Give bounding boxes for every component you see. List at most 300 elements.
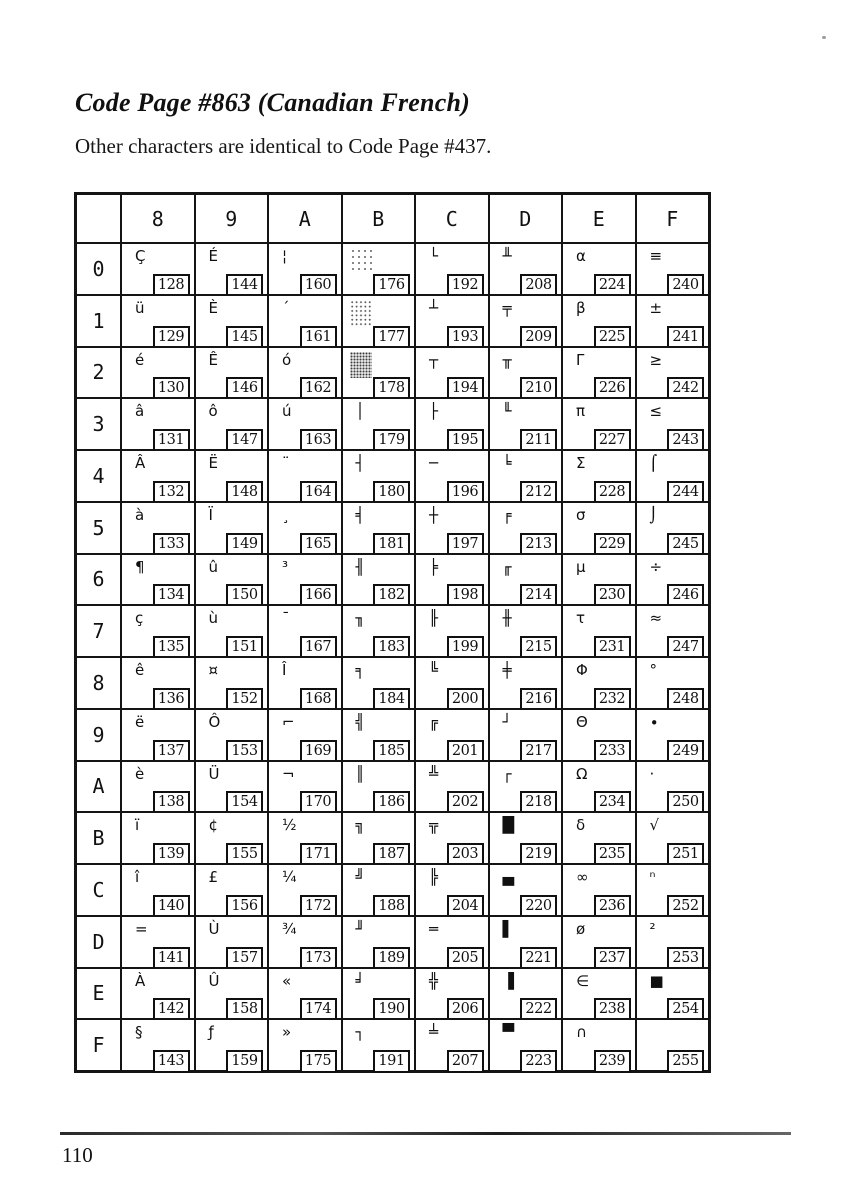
table-cell — [267, 294, 341, 346]
cell-glyph: ° — [649, 661, 657, 679]
cell-code: 188 — [373, 895, 410, 918]
table-cell — [488, 967, 562, 1019]
cell-code: 244 — [667, 481, 704, 504]
table-cell — [341, 708, 415, 760]
table-cell — [120, 1018, 194, 1070]
row-label: 0 — [77, 242, 120, 294]
cell-glyph: â — [135, 402, 145, 421]
cell-code: 156 — [226, 895, 263, 918]
row-label: 7 — [77, 604, 120, 656]
table-cell — [414, 967, 488, 1019]
table-cell — [267, 242, 341, 294]
cell-code: 171 — [300, 843, 337, 866]
cell-code: 168 — [300, 688, 337, 711]
cell-glyph: Ù — [208, 919, 220, 938]
cell-glyph: ¢ — [208, 816, 219, 835]
cell-code: 178 — [373, 377, 410, 400]
cell-glyph: ½ — [282, 816, 297, 835]
cell-code: 250 — [667, 791, 704, 814]
table-cell — [635, 811, 709, 863]
page-title: Code Page #863 (Canadian French) — [75, 88, 470, 117]
table-cell — [561, 863, 635, 915]
table-header-cell: C — [414, 195, 488, 242]
table-cell — [194, 760, 268, 812]
cell-glyph: « — [282, 971, 292, 990]
cell-code: 135 — [153, 636, 190, 659]
table-cell — [341, 346, 415, 398]
cell-code: 190 — [373, 998, 410, 1021]
cell-glyph: ê — [135, 661, 145, 679]
cell-code: 198 — [447, 584, 484, 607]
cell-glyph: ⌠ — [649, 454, 658, 472]
cell-code: 147 — [226, 429, 263, 452]
cell-code: 149 — [226, 533, 263, 556]
cell-glyph: à — [135, 505, 145, 524]
table-cell — [635, 708, 709, 760]
table-cell — [635, 915, 709, 967]
cell-glyph: ╜ — [355, 919, 365, 938]
table-cell — [194, 553, 268, 605]
table-cell — [635, 501, 709, 553]
cell-glyph: ╧ — [429, 1023, 439, 1042]
row-label: 5 — [77, 501, 120, 553]
table-cell — [488, 449, 562, 501]
cell-glyph: ╦ — [429, 816, 439, 835]
cell-code: 236 — [594, 895, 631, 918]
table-cell — [341, 449, 415, 501]
table-cell — [341, 1018, 415, 1070]
table-cell — [635, 967, 709, 1019]
cell-glyph: § — [135, 1023, 143, 1042]
cell-code: 220 — [520, 895, 557, 918]
row-label: E — [77, 967, 120, 1019]
cell-code: 151 — [226, 636, 263, 659]
row-label: 4 — [77, 449, 120, 501]
cell-glyph: δ — [576, 816, 586, 835]
cell-glyph: È — [208, 298, 218, 317]
cell-code: 207 — [447, 1050, 484, 1073]
table-cell — [635, 760, 709, 812]
cell-glyph: π — [576, 402, 586, 421]
cell-code: 183 — [373, 636, 410, 659]
table-cell — [194, 915, 268, 967]
table-cell — [267, 708, 341, 760]
shade-pattern-light — [350, 248, 372, 274]
table-cell — [341, 242, 415, 294]
row-label: 6 — [77, 553, 120, 605]
table-cell — [561, 449, 635, 501]
table-cell — [561, 708, 635, 760]
table-cell — [561, 294, 635, 346]
cell-glyph: Σ — [576, 454, 586, 472]
table-cell — [120, 915, 194, 967]
cell-glyph: ⌐ — [282, 712, 295, 731]
table-cell — [414, 294, 488, 346]
table-cell — [635, 242, 709, 294]
cell-code: 160 — [300, 274, 337, 297]
table-cell — [194, 604, 268, 656]
cell-glyph: ø — [576, 919, 586, 938]
table-cell — [194, 346, 268, 398]
cell-glyph: ╤ — [502, 298, 512, 317]
cell-glyph: ╛ — [355, 971, 365, 990]
cell-code: 157 — [226, 947, 263, 970]
table-cell — [488, 811, 562, 863]
table-cell — [120, 501, 194, 553]
cell-code: 158 — [226, 998, 263, 1021]
cell-glyph: ╠ — [429, 868, 439, 886]
cell-glyph: ≤ — [649, 402, 663, 421]
cell-glyph: Ë — [208, 454, 218, 472]
table-cell — [635, 604, 709, 656]
cell-glyph: ╘ — [502, 454, 512, 472]
table-cell — [267, 967, 341, 1019]
cell-glyph: β — [576, 298, 586, 317]
cell-code: 223 — [520, 1050, 557, 1073]
cell-code: 128 — [153, 274, 190, 297]
cell-code: 210 — [520, 377, 557, 400]
cell-glyph: ╥ — [502, 350, 512, 369]
table-cell — [267, 915, 341, 967]
page-subtitle: Other characters are identical to Code Page #437. — [75, 134, 492, 158]
footer-rule — [60, 1132, 791, 1135]
cell-glyph: ¯ — [282, 609, 290, 628]
cell-glyph: └ — [429, 247, 439, 265]
table-cell — [267, 397, 341, 449]
cell-glyph: ╖ — [355, 609, 365, 628]
scan-artifact — [822, 36, 826, 39]
cell-code: 211 — [520, 429, 557, 452]
cell-code: 204 — [447, 895, 484, 918]
cell-code: 192 — [447, 274, 484, 297]
cell-glyph: Î — [282, 661, 287, 679]
cell-glyph: ┌ — [502, 764, 512, 783]
shade-pattern-dark — [350, 352, 372, 378]
table-cell — [488, 346, 562, 398]
table-header-cell: E — [561, 195, 635, 242]
cell-code: 235 — [594, 843, 631, 866]
table-cell — [488, 397, 562, 449]
cell-glyph: É — [208, 247, 218, 265]
table-cell — [341, 915, 415, 967]
cell-code: 228 — [594, 481, 631, 504]
cell-code: 181 — [373, 533, 410, 556]
table-cell — [341, 397, 415, 449]
table-cell — [488, 915, 562, 967]
table-cell — [414, 553, 488, 605]
cell-code: 148 — [226, 481, 263, 504]
cell-code: 252 — [667, 895, 704, 918]
cell-code: 140 — [153, 895, 190, 918]
table-cell — [414, 863, 488, 915]
cell-glyph: ╞ — [429, 557, 439, 576]
cell-code: 226 — [594, 377, 631, 400]
cell-code: 131 — [153, 429, 190, 452]
cell-glyph: ╫ — [502, 609, 512, 628]
cell-glyph: é — [135, 350, 145, 369]
table-cell — [267, 863, 341, 915]
table-cell — [488, 501, 562, 553]
table-cell — [561, 967, 635, 1019]
cell-glyph: ─ — [429, 454, 439, 472]
cell-glyph: ¾ — [282, 919, 297, 938]
cell-code: 197 — [447, 533, 484, 556]
table-cell — [194, 397, 268, 449]
table-cell — [488, 656, 562, 708]
cell-glyph: ∞ — [576, 868, 589, 886]
cell-code: 164 — [300, 481, 337, 504]
cell-glyph: ù — [208, 609, 219, 628]
cell-code: 208 — [520, 274, 557, 297]
table-cell — [561, 656, 635, 708]
table-cell — [120, 604, 194, 656]
table-cell — [120, 967, 194, 1019]
cell-glyph: ╟ — [429, 609, 439, 628]
table-cell — [488, 604, 562, 656]
cell-code: 249 — [667, 740, 704, 763]
cell-code: 201 — [447, 740, 484, 763]
cell-glyph: ▀ — [502, 1023, 515, 1042]
cell-glyph: σ — [576, 505, 586, 524]
cell-code: 133 — [153, 533, 190, 556]
table-cell — [194, 242, 268, 294]
table-cell — [194, 1018, 268, 1070]
cell-code: 245 — [667, 533, 704, 556]
cell-code: 202 — [447, 791, 484, 814]
cell-code: 143 — [153, 1050, 190, 1073]
cell-code: 213 — [520, 533, 557, 556]
cell-code: 186 — [373, 791, 410, 814]
cell-glyph: è — [135, 764, 145, 783]
cell-glyph: û — [208, 557, 219, 576]
cell-code: 142 — [153, 998, 190, 1021]
cell-glyph: ╣ — [355, 712, 365, 731]
cell-code: 175 — [300, 1050, 337, 1073]
cell-glyph: ═ — [429, 919, 439, 938]
cell-code: 153 — [226, 740, 263, 763]
cell-code: 215 — [520, 636, 557, 659]
cell-code: 144 — [226, 274, 263, 297]
cell-code: 209 — [520, 326, 557, 349]
table-cell — [120, 760, 194, 812]
table-cell — [120, 294, 194, 346]
row-label: 1 — [77, 294, 120, 346]
table-cell — [194, 967, 268, 1019]
cell-glyph: ┬ — [429, 350, 439, 369]
table-cell — [267, 346, 341, 398]
cell-glyph: Ω — [576, 764, 588, 783]
cell-glyph: = — [135, 919, 148, 938]
table-cell — [267, 604, 341, 656]
cell-code: 205 — [447, 947, 484, 970]
cell-glyph: ■ — [649, 971, 664, 990]
cell-code: 227 — [594, 429, 631, 452]
table-header-cell: F — [635, 195, 709, 242]
cell-glyph: ╝ — [355, 868, 365, 886]
cell-glyph: ╗ — [355, 816, 365, 835]
table-cell — [194, 501, 268, 553]
table-cell — [120, 449, 194, 501]
cell-code: 170 — [300, 791, 337, 814]
table-cell — [561, 1018, 635, 1070]
cell-code: 165 — [300, 533, 337, 556]
table-cell — [194, 863, 268, 915]
row-label: 2 — [77, 346, 120, 398]
cell-code: 241 — [667, 326, 704, 349]
cell-glyph: ⌡ — [649, 505, 658, 524]
cell-code: 246 — [667, 584, 704, 607]
table-cell — [414, 656, 488, 708]
table-corner-cell — [77, 195, 120, 242]
cell-glyph: τ — [576, 609, 586, 628]
cell-glyph: ë — [135, 712, 145, 731]
cell-glyph: ± — [649, 298, 663, 317]
cell-glyph: · — [649, 764, 655, 783]
table-cell — [414, 760, 488, 812]
cell-code: 159 — [226, 1050, 263, 1073]
cell-glyph: ¦ — [282, 247, 288, 265]
cell-code: 222 — [520, 998, 557, 1021]
cell-glyph: ╚ — [429, 661, 439, 679]
table-cell — [341, 811, 415, 863]
cell-code: 231 — [594, 636, 631, 659]
cell-glyph: ╕ — [355, 661, 365, 679]
cell-code: 219 — [520, 843, 557, 866]
cell-code: 191 — [373, 1050, 410, 1073]
cell-glyph: ÷ — [649, 557, 663, 576]
cell-glyph: ┘ — [502, 712, 512, 731]
cell-code: 248 — [667, 688, 704, 711]
cell-glyph: ≡ — [649, 247, 663, 265]
table-cell — [414, 604, 488, 656]
cell-code: 240 — [667, 274, 704, 297]
cell-code: 136 — [153, 688, 190, 711]
cell-code: 254 — [667, 998, 704, 1021]
cell-code: 185 — [373, 740, 410, 763]
table-header-cell: A — [267, 195, 341, 242]
table-header-cell: B — [341, 195, 415, 242]
cell-glyph: Û — [208, 971, 220, 990]
table-cell — [267, 1018, 341, 1070]
shade-pattern-medium — [350, 300, 372, 326]
cell-code: 155 — [226, 843, 263, 866]
table-cell — [488, 242, 562, 294]
table-cell — [414, 915, 488, 967]
cell-code: 218 — [520, 791, 557, 814]
cell-glyph: ƒ — [208, 1023, 214, 1042]
cell-code: 176 — [373, 274, 410, 297]
table-cell — [120, 397, 194, 449]
cell-glyph: » — [282, 1023, 292, 1042]
cell-code: 232 — [594, 688, 631, 711]
cell-glyph: ç — [135, 609, 144, 628]
cell-glyph: ┼ — [429, 505, 439, 524]
cell-code: 138 — [153, 791, 190, 814]
table-cell — [341, 760, 415, 812]
cell-code: 187 — [373, 843, 410, 866]
cell-code: 251 — [667, 843, 704, 866]
table-cell — [561, 811, 635, 863]
cell-code: 247 — [667, 636, 704, 659]
cell-code: 234 — [594, 791, 631, 814]
row-label: 8 — [77, 656, 120, 708]
cell-code: 217 — [520, 740, 557, 763]
table-cell — [488, 1018, 562, 1070]
cell-glyph: ó — [282, 350, 292, 369]
table-header-cell: 9 — [194, 195, 268, 242]
cell-glyph: ▄ — [502, 868, 515, 886]
cell-code: 141 — [153, 947, 190, 970]
cell-code: 172 — [300, 895, 337, 918]
cell-code: 238 — [594, 998, 631, 1021]
row-label: D — [77, 915, 120, 967]
cell-glyph: ≥ — [649, 350, 663, 369]
cell-code: 212 — [520, 481, 557, 504]
cell-glyph: │ — [355, 402, 365, 421]
cell-glyph: √ — [649, 816, 660, 835]
table-cell — [561, 397, 635, 449]
cell-code: 139 — [153, 843, 190, 866]
table-cell — [488, 553, 562, 605]
cell-glyph: ¨ — [282, 454, 290, 472]
table-cell — [488, 708, 562, 760]
cell-code: 255 — [667, 1050, 704, 1073]
table-cell — [635, 656, 709, 708]
cell-code: 132 — [153, 481, 190, 504]
table-cell — [120, 708, 194, 760]
table-cell — [414, 242, 488, 294]
cell-code: 173 — [300, 947, 337, 970]
code-page-table — [74, 192, 711, 1073]
cell-glyph: ╪ — [502, 661, 512, 679]
table-cell — [414, 449, 488, 501]
table-cell — [635, 863, 709, 915]
table-cell — [414, 1018, 488, 1070]
table-cell — [267, 553, 341, 605]
cell-code: 216 — [520, 688, 557, 711]
cell-code: 229 — [594, 533, 631, 556]
cell-code: 134 — [153, 584, 190, 607]
table-cell — [341, 863, 415, 915]
cell-code: 200 — [447, 688, 484, 711]
cell-code: 167 — [300, 636, 337, 659]
cell-code: 224 — [594, 274, 631, 297]
table-cell — [120, 242, 194, 294]
cell-glyph: Γ — [576, 350, 585, 369]
cell-glyph: Ô — [208, 712, 221, 731]
table-cell — [194, 449, 268, 501]
cell-glyph: ┤ — [355, 454, 365, 472]
cell-glyph: £ — [208, 868, 219, 886]
table-cell — [414, 811, 488, 863]
cell-code: 161 — [300, 326, 337, 349]
table-cell — [488, 760, 562, 812]
cell-glyph: Ï — [208, 505, 213, 524]
table-cell — [267, 811, 341, 863]
table-cell — [561, 553, 635, 605]
table-cell — [635, 397, 709, 449]
table-cell — [267, 449, 341, 501]
cell-glyph: ¼ — [282, 868, 297, 886]
table-cell — [561, 915, 635, 967]
cell-code: 177 — [373, 326, 410, 349]
cell-glyph: ï — [135, 816, 140, 835]
cell-glyph: ú — [282, 402, 292, 421]
table-cell — [120, 863, 194, 915]
cell-glyph: Θ — [576, 712, 588, 731]
table-cell — [561, 760, 635, 812]
table-cell — [561, 346, 635, 398]
